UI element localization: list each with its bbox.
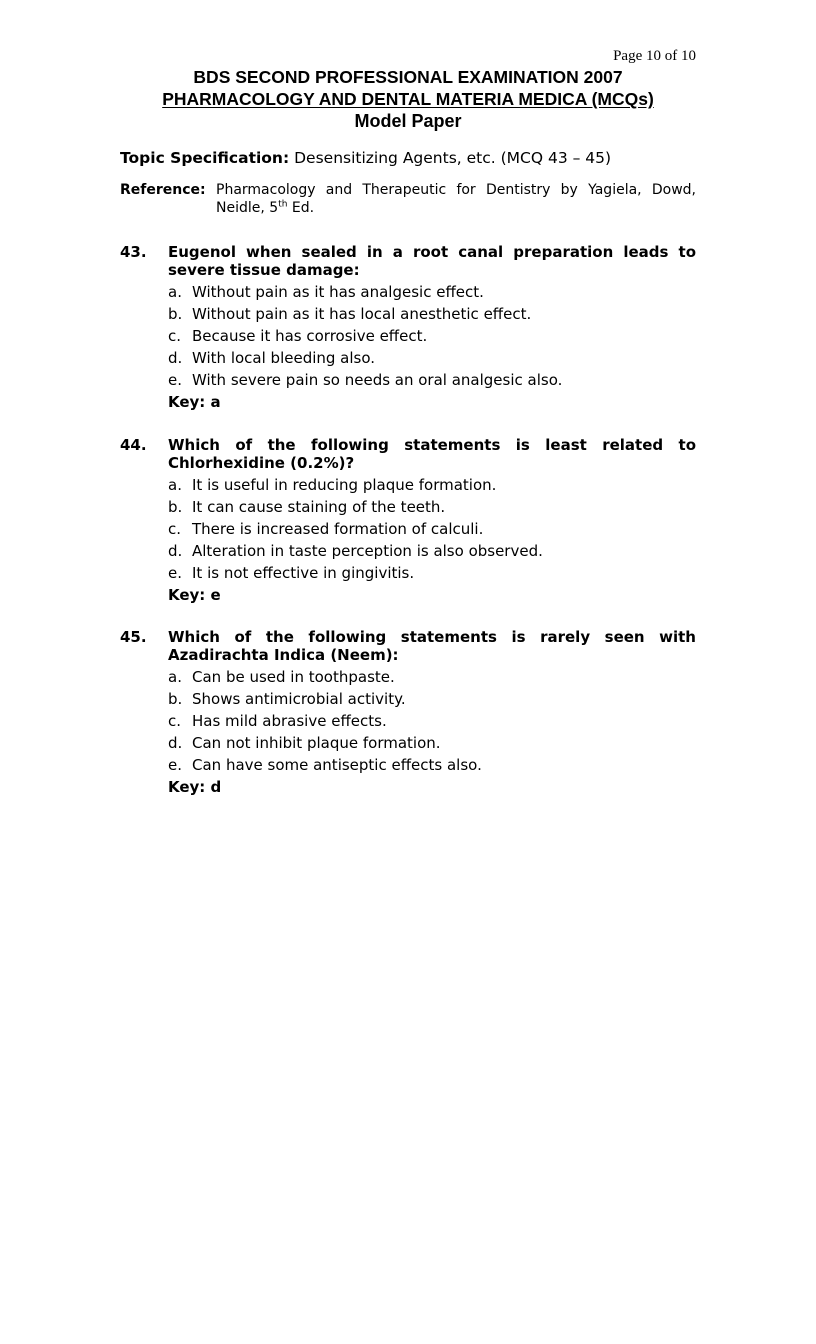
option-letter: d. (168, 542, 183, 560)
question-45 (120, 628, 696, 798)
option-letter: d. (168, 734, 183, 752)
reference-text (216, 181, 696, 217)
answer-key: Key: d (168, 778, 222, 796)
question-stem-line: Chlorhexidine (0.2%)? (168, 454, 355, 472)
option-text: Alteration in taste perception is also observed. (192, 542, 543, 560)
question-number: 44. (120, 436, 147, 454)
topic-specification (120, 148, 696, 168)
option-text: With severe pain so needs an oral analgesic also. (192, 371, 563, 389)
option-letter: c. (168, 712, 182, 730)
question-stem (168, 628, 696, 664)
option (168, 474, 696, 496)
option (168, 732, 696, 754)
question-44 (120, 436, 696, 606)
option-letter: b. (168, 690, 183, 708)
option (168, 347, 696, 369)
reference-label: Reference: (120, 182, 206, 198)
option-text: Can not inhibit plaque formation. (192, 734, 441, 752)
option-letter: a. (168, 476, 182, 494)
option-text: It is not effective in gingivitis. (192, 564, 415, 582)
option-text: Has mild abrasive effects. (192, 712, 387, 730)
option (168, 303, 696, 325)
question-stem-line: Azadirachta Indica (Neem): (168, 646, 399, 664)
option (168, 325, 696, 347)
options-list (168, 666, 696, 776)
exam-title: BDS SECOND PROFESSIONAL EXAMINATION 2007 (193, 67, 623, 87)
question-number: 43. (120, 243, 147, 261)
option (168, 496, 696, 518)
option (168, 281, 696, 303)
option-text: There is increased formation of calculi. (192, 520, 484, 538)
answer-key: Key: a (168, 393, 221, 411)
option (168, 688, 696, 710)
options-list (168, 474, 696, 584)
subject-title: PHARMACOLOGY AND DENTAL MATERIA MEDICA (MCQs) (162, 89, 654, 109)
option-text: With local bleeding also. (192, 349, 376, 367)
options-list (168, 281, 696, 391)
option (168, 710, 696, 732)
topic-label: Topic Specification: (120, 149, 290, 167)
option-text: It can cause staining of the teeth. (192, 498, 446, 516)
answer-key: Key: e (168, 586, 221, 604)
option-text: Because it has corrosive effect. (192, 327, 428, 345)
option-letter: e. (168, 756, 182, 774)
question-stem-line: Eugenol when sealed in a root canal preparation leads to (168, 243, 696, 261)
question-43 (120, 243, 696, 413)
option-letter: b. (168, 305, 183, 323)
question-stem-line: Which of the following statements is least related to (168, 436, 696, 454)
option (168, 754, 696, 776)
question-stem-line: severe tissue damage: (168, 261, 360, 279)
question-number: 45. (120, 628, 147, 646)
question-stem (168, 243, 696, 279)
page-number: Page 10 of 10 (613, 48, 696, 64)
reference-text-end: Ed. (287, 200, 315, 216)
paper-type: Model Paper (354, 111, 462, 131)
option-text: Can have some antiseptic effects also. (192, 756, 482, 774)
reference-superscript: th (278, 199, 288, 210)
option-letter: c. (168, 327, 182, 345)
option-letter: c. (168, 520, 182, 538)
option-text: Without pain as it has local anesthetic effect. (192, 305, 532, 323)
option-letter: a. (168, 283, 182, 301)
topic-value: Desensitizing Agents, etc. (MCQ 43 – 45) (294, 149, 612, 167)
option (168, 540, 696, 562)
option-letter: e. (168, 564, 182, 582)
option-text: Without pain as it has analgesic effect. (192, 283, 484, 301)
question-stem (168, 436, 696, 472)
question-stem-line: Which of the following statements is rarely seen with (168, 628, 696, 646)
option (168, 666, 696, 688)
option-text: It is useful in reducing plaque formation. (192, 476, 497, 494)
option-text: Shows antimicrobial activity. (192, 690, 406, 708)
option-letter: d. (168, 349, 183, 367)
reference-text-main: Pharmacology and Therapeutic for Dentistry by Yagiela, Dowd, Neidle, 5 (216, 182, 696, 216)
option-letter: e. (168, 371, 182, 389)
option-letter: b. (168, 498, 183, 516)
option (168, 562, 696, 584)
option (168, 369, 696, 391)
reference (120, 181, 696, 217)
document-header (0, 66, 816, 132)
option-letter: a. (168, 668, 182, 686)
option (168, 518, 696, 540)
option-text: Can be used in toothpaste. (192, 668, 395, 686)
